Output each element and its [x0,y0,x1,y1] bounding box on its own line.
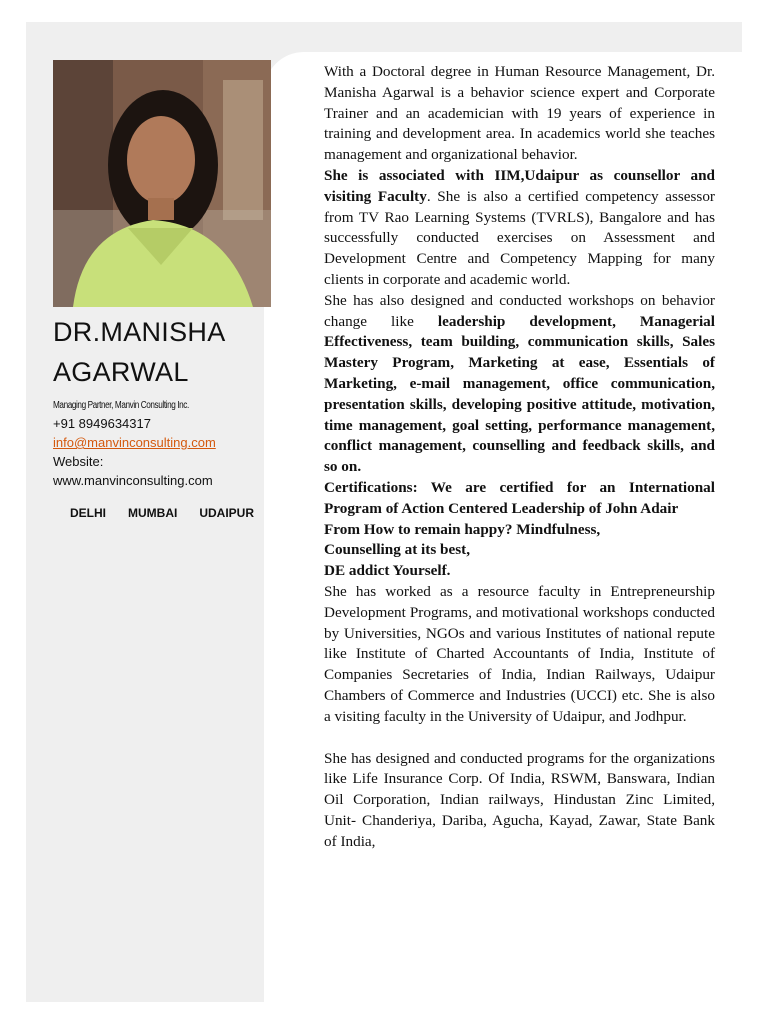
certifications [324,478,715,520]
spacer [324,728,715,749]
website-label: Website: [53,454,104,469]
program-1-text: From How to remain happy? Mindfulness, [324,520,601,538]
bio-paragraph-2 [324,166,715,291]
bio-paragraph-4: She has worked as a resource faculty in Entrepreneurship Development Programs, and motivational workshops conducted by Universities, NGOs and various Institutes of national repute like Institute of Charted Accountants of India, Institute of Companies Secretaries of India, Indian Railways, Udaipur Chambers of Commerce and Industries (UCCI) etc. She is also a visiting faculty in the University of Udaipur, and Jodhpur. [324,582,715,725]
city-mumbai: MUMBAI [128,506,178,520]
workshop-topics: leadership development, Managerial Effectiveness, team building, communication skills, Sales Mastery Program, Marketing at ease, Essentials of Marketing, e-mail management, office communication, presentation skills, developing positive attitude, motivation, time management, goal setting, performance management, conflict management, counselling and feedback skills, and so on. [324,312,715,476]
website-url: www.manvinconsulting.com [53,473,213,488]
program-3-text: DE addict Yourself. [324,562,451,580]
bio-content [324,62,715,852]
program-3 [324,561,715,582]
name-line-2: AGARWAL [53,357,189,387]
iim-association: She is associated with IIM,Udaipur as counsellor and visiting Faculty [324,166,715,205]
role-title: Managing Partner, Manvin Consulting Inc. [53,400,189,411]
email-link[interactable]: info@manvinconsulting.com [53,435,216,450]
workshops-lead: She has also designed and conducted workshops on behavior change like [324,291,715,330]
city-delhi: DELHI [70,506,106,520]
bio-paragraph-2-rest: . She is also a certified competency assessor from TV Rao Learning Systems (TVRLS), Bangalore and has successfully conducted exercises on Assessment and Development Centre and Competency Mapping for many clients in corporate and academic world. [324,187,715,288]
bio-paragraph-5: She has designed and conducted programs for the organizations like Life Insurance Corp. Of India, RSWM, Banswara, Indian Oil Corporation, Indian railways, Hindustan Zinc Limited, Unit- Chanderiya, Dariba, Agucha, Kayad, Zawar, State Bank of India, [324,749,715,850]
person-name [53,312,283,392]
city-udaipur: UDAIPUR [199,506,254,520]
city-list [53,506,271,520]
bio-paragraph-3 [324,291,715,478]
bio-paragraph-1: With a Doctoral degree in Human Resource Management, Dr. Manisha Agarwal is a behavior science expert and Corporate Trainer and an academician with 19 years of experience in training and development area. In academics world she teaches management and organizational behavior. [324,63,715,164]
program-1 [324,520,715,541]
program-2-text: Counselling at its best, [324,541,470,559]
certifications-text: Certifications: We are certified for an International Program of Action Centered Leadership of John Adair [324,478,715,517]
name-line-1: DR.MANISHA [53,317,226,347]
program-2 [324,540,715,561]
phone-number: +91 8949634317 [53,416,151,431]
profile-photo [53,60,271,307]
contact-block [53,398,283,490]
